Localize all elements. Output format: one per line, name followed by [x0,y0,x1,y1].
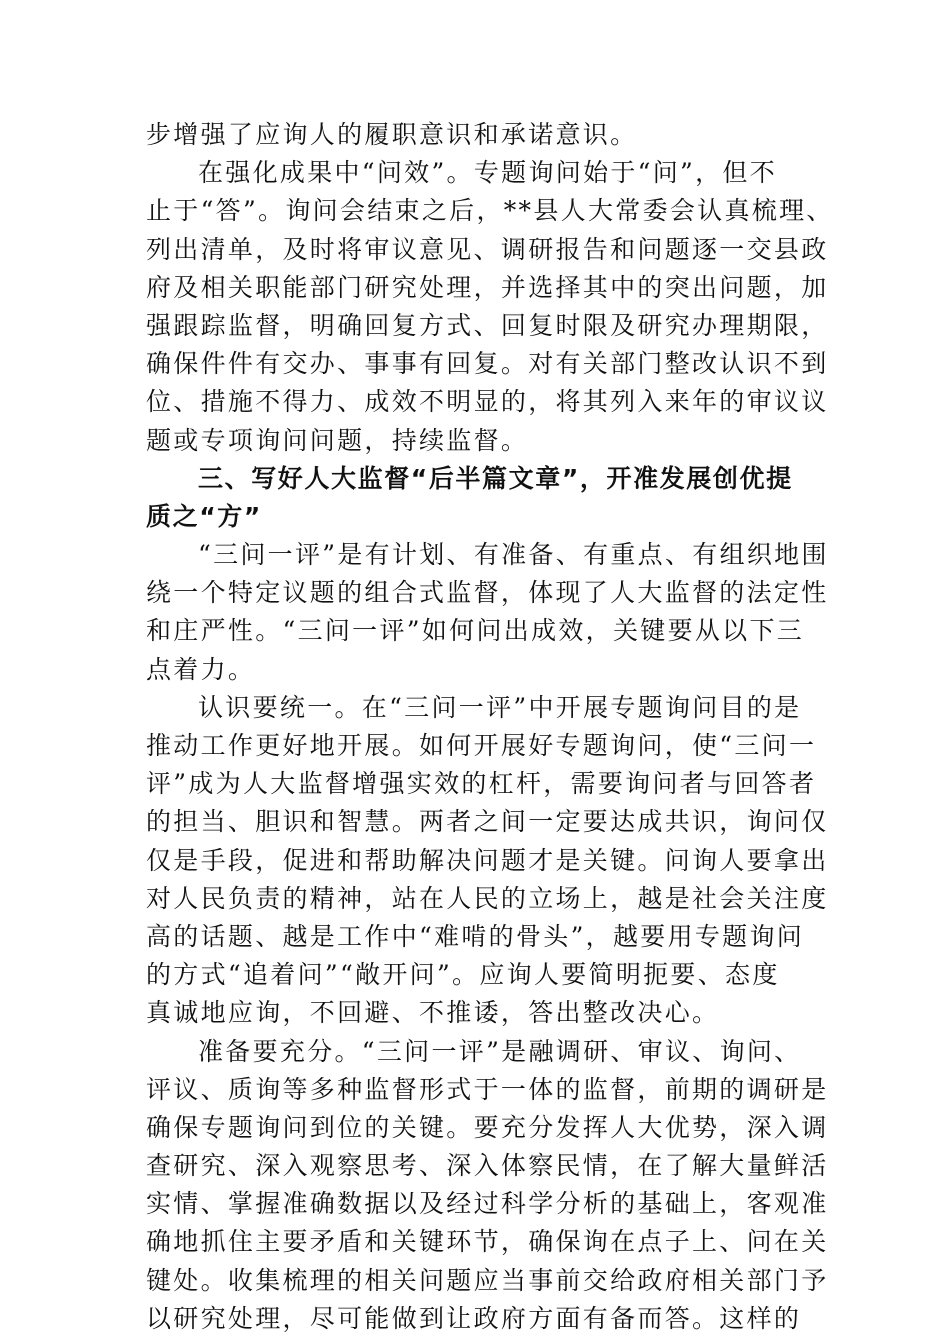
text-line: 查研究、深入观察思考、深入体察民情，在了解大量鲜活 [146,1151,829,1181]
text-line: 的担当、胆识和智慧。两者之间一定要达成共识，询问仅 [146,807,829,837]
paragraph [146,154,834,460]
text-line: 在强化成果中“问效”。专题询问始于“问”，但不 [198,158,778,188]
text-line: 步增强了应询人的履职意识和承诺意识。 [146,120,638,149]
text-line: 确地抓住主要矛盾和关键环节，确保询在点子上、问在关 [146,1227,829,1257]
text-line: 推动工作更好地开展。如何开展好专题询问，使“三问一 [146,731,817,760]
text-line: 仅是手段，促进和帮助解决问题才是关键。问询人要拿出 [146,845,829,875]
text-line: 以研究处理，尽可能做到让政府方面有备而答。这样的 [146,1303,802,1333]
heading-line: 质之“方” [146,501,262,531]
text-line: 府及相关职能部门研究处理，并选择其中的突出问题，加 [146,272,829,302]
text-line: 绕一个特定议题的组合式监督，体现了人大监督的法定性 [146,578,829,608]
text-line: 强跟踪监督，明确回复方式、回复时限及研究办理期限， [146,310,829,340]
text-line: 评议、质询等多种监督形式于一体的监督，前期的调研是 [146,1074,829,1104]
paragraph [146,536,829,689]
text-line: 的方式“追着问”“敞开问”。应询人要简明扼要、态度 [146,960,780,990]
text-line: 确保件件有交办、事事有回复。对有关部门整改认识不到 [146,349,829,379]
text-line: 和庄严性。“三问一评”如何问出成效，关键要从以下三 [146,616,805,646]
document-page [146,116,834,1338]
text-line: 高的话题、越是工作中“难啃的骨头”，越要用专题询问 [146,921,805,951]
text-line: 认识要统一。在“三问一评”中开展专题询问目的是 [198,692,802,722]
paragraph [146,1033,829,1339]
text-line: 止于“答”。询问会结束之后，**县人大常委会认真梳理、 [146,196,834,226]
text-line: 点着力。 [146,654,256,684]
text-line: “三问一评”是有计划、有准备、有重点、有组织地围 [198,540,829,570]
text-line: 对人民负责的精神，站在人民的立场上，越是社会关注度 [146,883,829,913]
text-line: 位、措施不得力、成效不明显的，将其列入来年的审议议 [146,387,829,417]
text-line: 确保专题询问到位的关键。要充分发挥人大优势，深入调 [146,1112,829,1142]
text-line: 题或专项询问问题，持续监督。 [146,425,529,455]
paragraph [146,116,810,154]
text-line: 键处。收集梳理的相关问题应当事前交给政府相关部门予 [146,1265,829,1295]
text-line: 列出清单，及时将审议意见、调研报告和问题逐一交县政 [146,234,829,264]
text-line: 真诚地应询，不回避、不推诿，答出整改决心。 [146,998,720,1028]
text-line: 评”成为人大监督增强实效的杠杆，需要询问者与回答者 [146,769,817,799]
text-line: 准备要充分。“三问一评”是融调研、审议、询问、 [198,1036,802,1066]
heading-line: 三、写好人大监督“后半篇文章”，开准发展创优提 [198,463,793,493]
text-line: 实情、掌握准确数据以及经过科学分析的基础上，客观准 [146,1189,829,1219]
section-heading [146,460,810,536]
paragraph [146,689,829,1033]
